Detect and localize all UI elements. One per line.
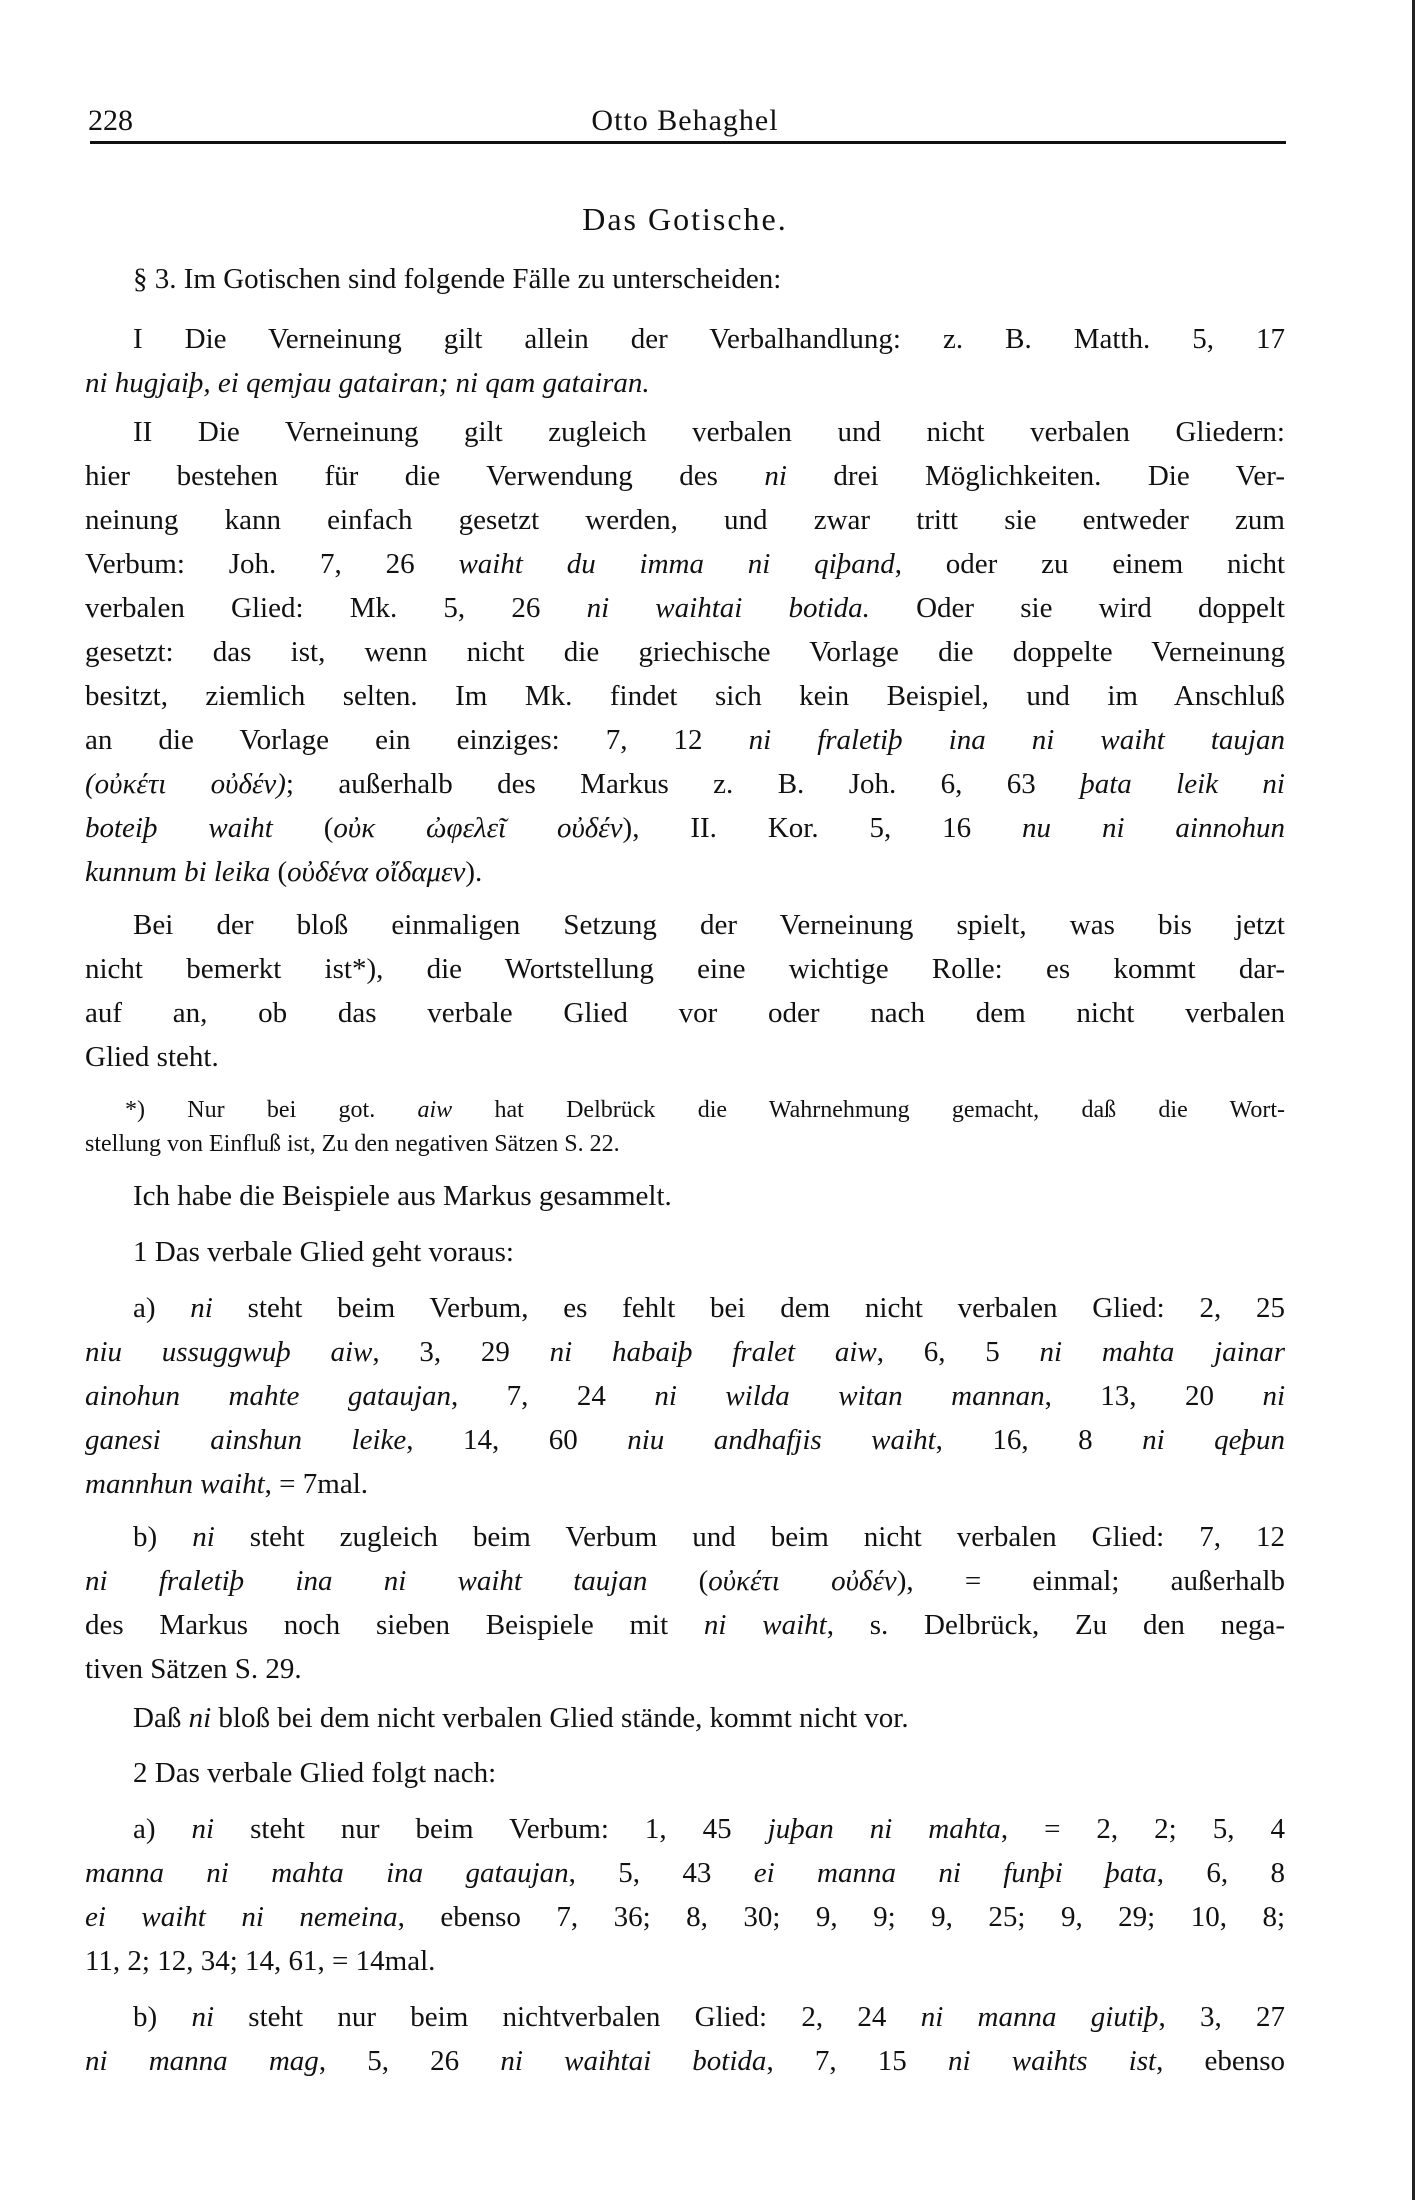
paragraph-2a [85,1807,1285,1983]
paragraph-word-order [85,903,1285,1079]
text-line [85,1515,1285,1559]
text-run: stellung von Einfluß ist, Zu den negativen Sätzen S. 22. [85,1131,620,1157]
text-line [85,1035,1285,1079]
italic-quote: ni mahta jainar [1039,1336,1285,1368]
text-line [85,1127,1285,1161]
text-run: § 3. Im Gotischen sind folgende Fälle zu unterscheiden: [133,263,782,295]
text-line [85,257,1285,301]
text-run: an die Vorlage ein einziges: 7, 12 [85,724,749,756]
text-run: gesetzt: das ist, wenn nicht die griechische Vorlage die doppelte Verneinung [85,636,1285,668]
italic-quote: ni habaiþ fralet aiw [549,1336,877,1368]
text-line [85,454,1285,498]
paragraph-no-occurrence [85,1696,1285,1740]
text-run: , = 2, 2; 5, 4 [1000,1813,1286,1845]
text-line [85,1174,1285,1218]
text-line [85,674,1285,718]
text-line [85,498,1285,542]
text-run: , 16, 8 [935,1424,1143,1456]
italic-quote: (οὐκέτι οὐδέν) [85,768,286,800]
text-run: ( [647,1565,709,1597]
text-run: a) [133,1292,191,1324]
italic-quote: ni waihtai botida [500,2045,767,2077]
italic-quote: ni [190,1292,213,1324]
heading-verb-first [85,1230,1285,1274]
italic-quote: manna ni mahta ina gataujan [85,1857,569,1889]
text-run: steht zugleich beim Verbum und beim nicht verbalen Glied: 7, 12 [214,1521,1285,1553]
page-edge-line [1412,0,1415,2200]
text-line [85,1939,1285,1983]
text-run: Glied steht. [85,1041,219,1073]
text-run: bloß bei dem nicht verbalen Glied stände, kommt nicht vor. [211,1702,909,1734]
text-run: Verbum: Joh. 7, 26 [85,548,459,580]
paragraph-1a [85,1286,1285,1506]
italic-quote: ni [191,1813,215,1845]
italic-quote: ni manna giutiþ [920,2001,1159,2033]
text-run: , 13, 20 [1044,1380,1263,1412]
italic-quote: niu andhafjis waiht [627,1424,936,1456]
text-run: nicht bemerkt ist*), die Wortstellung eine wichtige Rolle: es kommt dar- [85,953,1285,985]
text-run: tiven Sätzen S. 29. [85,1653,302,1685]
italic-quote: ei waiht ni nemeina [85,1901,398,1933]
text-run: , oder zu einem nicht [894,548,1285,580]
italic-quote: οὐκ ὠφελεῖ οὐδέν [333,812,623,844]
header-rule [90,141,1286,144]
text-run: hat Delbrück die Wahrnehmung gemacht, daß die Wort- [452,1097,1285,1123]
text-run: 2 Das verbale Glied folgt nach: [133,1757,497,1789]
text-run: steht nur beim Verbum: 1, 45 [214,1813,768,1845]
text-run: besitzt, ziemlich selten. Im Mk. findet sich kein Beispiel, und im Anschluß [85,680,1285,712]
text-run: , = 7mal. [264,1468,368,1500]
italic-quote: nu ni ainnohun [1022,812,1285,844]
italic-quote: ei manna ni funþi þata [753,1857,1157,1889]
italic-quote: ainohun mahte gataujan [85,1380,451,1412]
italic-quote: ni [188,1702,212,1734]
text-run: , 5, 26 [318,2045,501,2077]
text-run: ), = einmal; außerhalb [896,1565,1285,1597]
text-run: , 3, 29 [372,1336,550,1368]
text-run: , 6, 5 [876,1336,1040,1368]
italic-quote: ni fraletiþ ina ni waiht taujan [748,724,1285,756]
italic-quote: ni [764,460,787,492]
text-run: b) [133,1521,193,1553]
text-line [85,1751,1285,1795]
section-title: Das Gotische. [582,201,788,237]
text-line [85,1093,1285,1127]
italic-quote: boteiþ waiht [85,812,273,844]
italic-quote: niu ussuggwuþ aiw [85,1336,373,1368]
text-line [85,1851,1285,1895]
italic-quote: ni qeþun [1142,1424,1286,1456]
italic-quote: kunnum bi leika [85,856,271,888]
text-run: Oder sie wird doppelt [869,592,1285,624]
paragraph-examples-intro [85,1174,1285,1218]
text-run: 11, 2; 12, 34; 14, 61, = 14mal. [85,1945,436,1977]
text-run: , ebenso [1156,2045,1286,2077]
italic-quote: juþan ni mahta [767,1813,1001,1845]
italic-quote: waiht du imma ni qiþand [458,548,895,580]
footnote [85,1093,1285,1161]
text-line [85,1647,1285,1691]
italic-quote: mannhun waiht [85,1468,265,1500]
italic-quote: οὐκέτι οὐδέν [708,1565,897,1597]
italic-quote: ni hugjaiþ, ei qemjau gatairan; ni qam gatairan. [85,367,650,399]
text-line [85,903,1285,947]
paragraph-case-1 [85,317,1285,405]
text-line [85,630,1285,674]
text-run: , s. Delbrück, Zu den nega- [826,1609,1285,1641]
text-run: *) Nur bei got. [125,1097,418,1123]
text-line [85,1696,1285,1740]
text-line [85,1462,1285,1506]
paragraph-case-2 [85,410,1285,894]
paragraph-section-3 [85,257,1285,301]
italic-quote: ni manna mag [85,2045,319,2077]
italic-quote: ni wilda witan mannan [654,1380,1045,1412]
text-line [85,762,1285,806]
text-line [85,410,1285,454]
italic-quote: ni waihtai botida. [586,592,870,624]
text-line [85,317,1285,361]
text-run: , 7, 24 [450,1380,655,1412]
page-number: 228 [88,104,133,137]
text-line [85,1330,1285,1374]
text-line [85,1995,1285,2039]
text-run: ( [270,856,288,888]
text-run: a) [133,1813,192,1845]
text-run: , 3, 27 [1158,2001,1285,2033]
text-line [85,1807,1285,1851]
paragraph-1b [85,1515,1285,1691]
text-run: auf an, ob das verbale Glied vor oder nach dem nicht verbalen [85,997,1285,1029]
italic-quote: ni waihts ist [948,2045,1157,2077]
italic-quote: þata leik ni [1080,768,1285,800]
text-run: , 14, 60 [406,1424,628,1456]
italic-quote: ni fraletiþ ina ni waiht taujan [85,1565,648,1597]
text-run: ; außerhalb des Markus z. B. Joh. 6, 63 [285,768,1081,800]
text-run: neinung kann einfach gesetzt werden, und zwar tritt sie entweder zum [85,504,1285,536]
text-run: ( [272,812,334,844]
text-line [85,850,1285,894]
text-run: verbalen Glied: Mk. 5, 26 [85,592,587,624]
text-run: Bei der bloß einmaligen Setzung der Verneinung spielt, was bis jetzt [133,909,1285,941]
text-run: II Die Verneinung gilt zugleich verbalen und nicht verbalen Gliedern: [133,416,1285,448]
text-line [85,947,1285,991]
text-line [85,1230,1285,1274]
italic-quote: aiw [417,1097,453,1123]
text-run: b) [133,2001,192,2033]
text-line [85,361,1285,405]
text-run: des Markus noch sieben Beispiele mit [85,1609,704,1641]
text-run: drei Möglichkeiten. Die Ver- [786,460,1285,492]
italic-quote: ganesi ainshun leike [85,1424,407,1456]
paragraph-2b [85,1995,1285,2083]
running-head: Otto Behaghel [591,104,779,137]
text-run: ). [465,856,483,888]
text-line [85,991,1285,1035]
text-line [85,806,1285,850]
text-line [85,1559,1285,1603]
italic-quote: οὐδένα οἴδαμεν [287,856,466,888]
text-line [85,2039,1285,2083]
italic-quote: ni [191,2001,214,2033]
text-line [85,1286,1285,1330]
italic-quote: ni waiht [703,1609,827,1641]
text-run: steht beim Verbum, es fehlt bei dem nicht verbalen Glied: 2, 25 [212,1292,1285,1324]
text-run: ), II. Kor. 5, 16 [622,812,1023,844]
text-run: I Die Verneinung gilt allein der Verbalhandlung: z. B. Matth. 5, 17 [133,323,1285,355]
text-run: , 6, 8 [1156,1857,1286,1889]
text-line [85,586,1285,630]
text-run: Ich habe die Beispiele aus Markus gesammelt. [133,1180,672,1212]
text-run: hier bestehen für die Verwendung des [85,460,765,492]
text-line [85,1418,1285,1462]
text-line [85,1374,1285,1418]
text-run: , 5, 43 [568,1857,754,1889]
text-run: steht nur beim nichtverbalen Glied: 2, 24 [214,2001,921,2033]
text-run: , ebenso 7, 36; 8, 30; 9, 9; 9, 25; 9, 29; 10, 8; [397,1901,1286,1933]
text-run: Daß [133,1702,189,1734]
text-line [85,1895,1285,1939]
text-run: 1 Das verbale Glied geht voraus: [133,1236,514,1268]
text-run: , 7, 15 [766,2045,948,2077]
heading-verb-after [85,1751,1285,1795]
text-line [85,1603,1285,1647]
text-line [85,542,1285,586]
italic-quote: ni [1262,1380,1286,1412]
italic-quote: ni [192,1521,215,1553]
text-line [85,718,1285,762]
